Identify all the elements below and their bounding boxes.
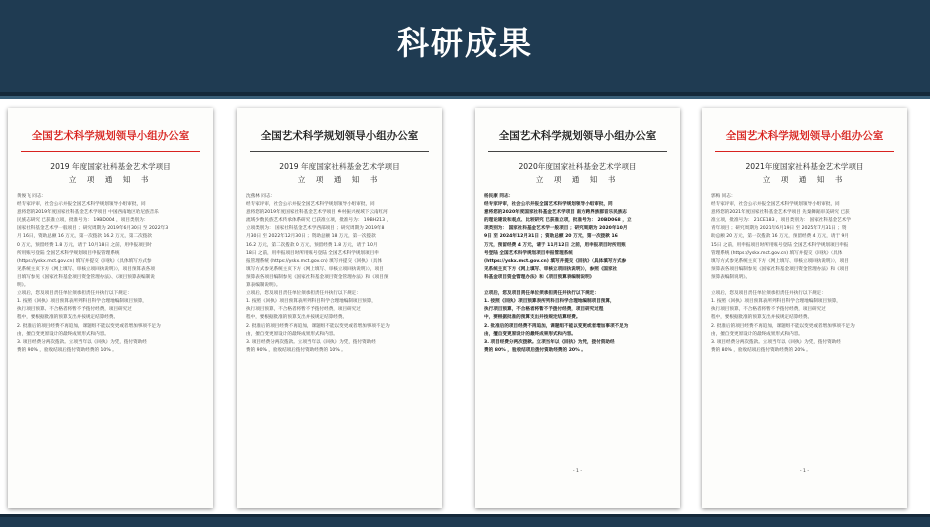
notice-line: 16.2 万元，第二次拨款 0 万元，预留经费 1.8 万元，请于 10月 bbox=[246, 242, 378, 248]
notice-line: 国家社科基金艺术学一般项目 ；研究周期为 2019年6月30日 至 2022年3 bbox=[17, 226, 169, 232]
project-year-title: 2020年度国家社科基金艺术学项目 bbox=[518, 162, 637, 171]
notice-document-2021 bbox=[702, 108, 907, 508]
notice-line: 科基金项目资金管理办法》和《项目预算表编制说明》 bbox=[484, 274, 595, 280]
footer-bar bbox=[0, 514, 930, 527]
notice-line: 意将您的2019年度国家社科基金艺术学项目 中国西南地区哈尼族音乐 bbox=[17, 210, 159, 216]
notice-line: 3. 项目经费分两次拨款。立项当年以《回执》为凭，拨付资助经 bbox=[711, 339, 841, 345]
notice-line: 意将您的2020年度国家社科基金艺术学项目 南方跨界族群音乐民族志 bbox=[484, 210, 628, 216]
notice-line: 执行项目预算，不合格者将暂不予拨付经费，项目研究过 bbox=[711, 307, 826, 313]
notice-line: 见系统主页下方《网上填写、审核立项回执说明》），参照《国家社 bbox=[484, 266, 618, 272]
notice-line: 立项后，您及项目责任单位须承担责任并执行以下规定： bbox=[17, 291, 132, 297]
notice-line: 0 万元，预留经费 1.8 万元，请于 10月18日 之前，用申报项目时 bbox=[17, 242, 152, 248]
notice-line: 中，要根据批准的预算支出并按规定结算经费。 bbox=[484, 315, 581, 321]
notice-line: 见系统主页下方《网上填写、审核立项回执说明》），项目预算表各项 bbox=[17, 266, 155, 272]
notice-body bbox=[484, 193, 671, 355]
notice-line: 预算表各项目编制参见《国家社科基金项目资金管理办法》和《项目预 bbox=[246, 274, 389, 280]
notice-line bbox=[711, 282, 898, 290]
notice-line: (https://yskx.mct.gov.cn) 填写并提交《回执》（具体填写方式参 bbox=[17, 258, 152, 264]
notice-line: 预算表各项目编制参见《国家社科基金项目资金管理办法》和《项目 bbox=[711, 266, 849, 272]
project-year-title: 2021年度国家社科基金艺术学项目 bbox=[745, 162, 864, 171]
notice-line: 经专家评审，社会公示并报全国艺术科学规划领导小组审批，同 bbox=[484, 202, 613, 208]
notice-line: 费的 80% ，验收结项后拨付资助经费的 20% 。 bbox=[484, 347, 586, 353]
notice-line: 算表编制说明》。 bbox=[246, 283, 281, 289]
notice-line: 月 16日，资助总额 16 万元，第一次拨款 16.2 万元，第二次拨款 bbox=[17, 234, 152, 240]
footer-stripe bbox=[0, 514, 930, 517]
notice-line: 程中，要根据批准的预算支出并按规定结算经费。 bbox=[246, 315, 348, 321]
notice-line: 明》。 bbox=[17, 283, 29, 289]
notice-line: 助总额 20 万元，第一次拨款 16 万元，预留经费 4 万元，请于 9月 bbox=[711, 234, 850, 240]
notice-document-2020 bbox=[475, 108, 680, 508]
notice-line: 费的 90% ，验收结项后拨付资助经费的 10% 。 bbox=[17, 347, 117, 353]
notice-title: 立 项 通 知 书 bbox=[68, 175, 153, 184]
notice-line: 月30日 至 2022年12月30日 ；资助总额 18 万元，第一次拨款 bbox=[246, 234, 376, 240]
notice-line: 由，擅自变更原设计的最终成果形式和内容。 bbox=[711, 331, 803, 337]
project-year-title: 2019 年度国家社科基金艺术学项目 bbox=[50, 162, 171, 171]
notice-body bbox=[17, 193, 204, 355]
notice-line: 报管理系统 (https://yskx.mct.gov.cn) 填写并提交《回执》（具体 bbox=[246, 258, 382, 264]
red-divider bbox=[21, 151, 200, 152]
issuing-office: 全国艺术科学规划领导小组办公室 bbox=[31, 130, 190, 142]
notice-line: 9日 至 2024年12月31日 ；资助总额 20 万元，第一次拨款 16 bbox=[484, 234, 618, 240]
notice-line: 18日 之前，用申报项目时所用账号登陆 全国艺术科学规划项目申 bbox=[246, 250, 379, 256]
notice-document-2019-a bbox=[8, 108, 213, 508]
notice-line: 费的 90% ，验收结项后拨付资助经费的 10% 。 bbox=[246, 347, 346, 353]
notice-title: 立 项 通 知 书 bbox=[762, 175, 847, 184]
notice-line: 沈燕林 同志： bbox=[246, 194, 276, 199]
notice-line: 15日 之前，用申报项目时所用账号登陆 全国艺术科学规划项目申报 bbox=[711, 242, 849, 248]
notice-line: 民族志研究 已获准立项，批准号为： 19BD004 ，项目类别为： bbox=[17, 218, 149, 224]
notice-line: 杨民康 同志： bbox=[484, 194, 514, 199]
notice-line: 2. 批准后的项目经费不再追加，课题组不能以变更或者增加事项不足为 bbox=[17, 323, 161, 329]
notice-title: 立 项 通 知 书 bbox=[297, 175, 382, 184]
notice-line: (https://yskx.mct.gov.cn) 填写并提交《回执》（具体填写方式参 bbox=[484, 258, 627, 264]
divider bbox=[250, 151, 429, 152]
notice-line: 程中，要根据批准的预算支出并按规定结算经费。 bbox=[711, 315, 813, 321]
notice-line: 执行项目预算、不合格者将暂不予拨付经费，项目研究过 bbox=[17, 307, 132, 313]
notice-line: 2. 批准后的项目经费不再追加，课题组不能以变更或者增加事项不足为 bbox=[711, 323, 855, 329]
notice-line: 2. 批准后的项目经费不再追加，课题组不能以变更或者增加事项不足为 bbox=[246, 323, 390, 329]
notice-line: 所用账号登陆 全国艺术科学规划项目申报管理系统 bbox=[17, 250, 120, 256]
page-number: - 1 - bbox=[572, 469, 583, 474]
notice-line: 由，擅自变更原设计的最终成果形式和内容。 bbox=[17, 331, 109, 337]
notice-line: 预算表编制说明》。 bbox=[711, 274, 751, 280]
notice-line: 经专家评审，社会公示并报全国艺术科学规划领导小组审批，同 bbox=[711, 202, 840, 208]
notice-line: 填写方式参见系统主页下方《网上填写、审核立项回执说明》），项目 bbox=[246, 266, 384, 272]
notice-line: 由，擅自变更原设计的最终成果形式和内容。 bbox=[246, 331, 338, 337]
divider bbox=[488, 151, 667, 152]
notice-line: 意将您的2021年度国家社科基金艺术学项目 先秦舞蹈审美研究 已获 bbox=[711, 210, 850, 216]
notice-line: 目填写参见《国家社科基金项目资金管理办法》、《项目预算表编制说 bbox=[17, 274, 155, 280]
notice-line: 填写方式参见系统主页下方《网上填写、审核立项回执说明》），项目 bbox=[711, 258, 849, 264]
notice-line: 立项后，您及项目责任单位须承担责任并执行以下规定： bbox=[711, 291, 826, 297]
project-year-title: 2019 年度国家社科基金艺术学项目 bbox=[279, 162, 400, 171]
notice-line: 3. 项目经费分两次拨款。立项当年以《回执》为凭，拨付资助经 bbox=[484, 339, 615, 345]
notice-line: 准立项，批准号为： 21CE183 ，项目类别为： 国家社科基金艺术学 bbox=[711, 218, 851, 224]
notice-line: 郭梅 同志： bbox=[711, 194, 736, 199]
notice-body bbox=[246, 193, 433, 355]
notice-line: 的理论建设和观点、比较研究 已获准立项，批准号为： 20BD068 ，立 bbox=[484, 218, 632, 224]
notice-line: 立项后，您及项目责任单位须承担责任并执行以下规定： bbox=[246, 291, 361, 297]
notice-line: 流域少数民族艺术传承体系研究 已获准立项，批准号为： 19BH213 ， bbox=[246, 218, 392, 224]
notice-line: 执行项目预算，不合格者将暂不予拨付经费，项目研究过程 bbox=[484, 307, 604, 313]
notice-line: 由，擅自变更原设计的最终成果形式和内容。 bbox=[484, 331, 576, 337]
issuing-office: 全国艺术科学规划领导小组办公室 bbox=[260, 130, 419, 142]
notice-line: 1. 按照《回执》项目预算表所列科目科学合理地编制项目预算， bbox=[246, 299, 376, 305]
notice-line: 程中，要根据批准的预算支出并按规定结算经费。 bbox=[17, 315, 119, 321]
page-number: - 1 - bbox=[799, 469, 810, 474]
notice-line: 经专家评审，社会公示并报全国艺术科学规划领导小组审批，同 bbox=[246, 202, 375, 208]
notice-title: 立 项 通 知 书 bbox=[535, 175, 620, 184]
notice-line: 号登陆 全国艺术科学规划项目申报管理系统 bbox=[484, 250, 573, 256]
notice-line: 3. 项目经费分两次拨款。立项当年以《回执》为凭，拨付资助经 bbox=[246, 339, 376, 345]
notice-line: 费的 80% ，验收结项后拨付资助经费的 20% 。 bbox=[711, 347, 811, 353]
notice-line: 3. 项目经费分两次拨款。立项当年以《回执》为凭，拨付资助经 bbox=[17, 339, 147, 345]
issuing-office: 全国艺术科学规划领导小组办公室 bbox=[725, 130, 884, 142]
notice-document-2019-b bbox=[237, 108, 442, 508]
notice-line bbox=[484, 282, 671, 290]
red-divider bbox=[715, 151, 894, 152]
notice-line: 2. 批准后的项目经费不再追加，课题组不能以变更或者增加事项不足为 bbox=[484, 323, 629, 329]
notice-line: 项类别为： 国家社科基金艺术学一般项目 ；研究周期为 2020年10月 bbox=[484, 226, 628, 232]
notice-line: 经专家评审，社会公示并报全国艺术科学规划领导小组审批，同 bbox=[17, 202, 146, 208]
notice-line: 立项类别为： 国家社科基金艺术学西部项目 ；研究周期为 2019年8 bbox=[246, 226, 385, 232]
notice-line: 万元，预留经费 4 万元，请于 11月12日 之前，用申报项目时所用账 bbox=[484, 242, 626, 248]
page-title: 科研成果 bbox=[396, 24, 533, 62]
notice-line: 执行项目预算，不合格者将暂不予拨付经费，项目研究过 bbox=[246, 307, 361, 313]
notice-line: 立项后，您及项目责任单位须承担责任并执行以下规定： bbox=[484, 291, 599, 297]
notice-line: 管理系统 (https://yskx.mct.gov.cn) 填写并提交《回执》（具体 bbox=[711, 250, 843, 256]
notice-line: 意将您的2019年度国家社科基金艺术学项目 乡村振兴视域下云南红河 bbox=[246, 210, 388, 216]
notice-body bbox=[711, 193, 898, 355]
notice-line: 黄俊飞 同志： bbox=[17, 194, 47, 199]
issuing-office: 全国艺术科学规划领导小组办公室 bbox=[498, 130, 657, 142]
notice-line: 1. 按照《回执》项目预算表所列科目科学合理地编制项目预算， bbox=[17, 299, 147, 305]
notice-line: 1. 按照《回执》项目预算表所列科目科学合理地编制项目预算， bbox=[711, 299, 841, 305]
header-stripe-light bbox=[0, 96, 930, 99]
notice-line: 青年项目 ；研究周期为 2021年6月19日 至 2025年7月31日 ；资 bbox=[711, 226, 847, 232]
notice-line: 1. 按照《回执》项目预算表所列科目科学合理地编制项目预算， bbox=[484, 299, 615, 305]
